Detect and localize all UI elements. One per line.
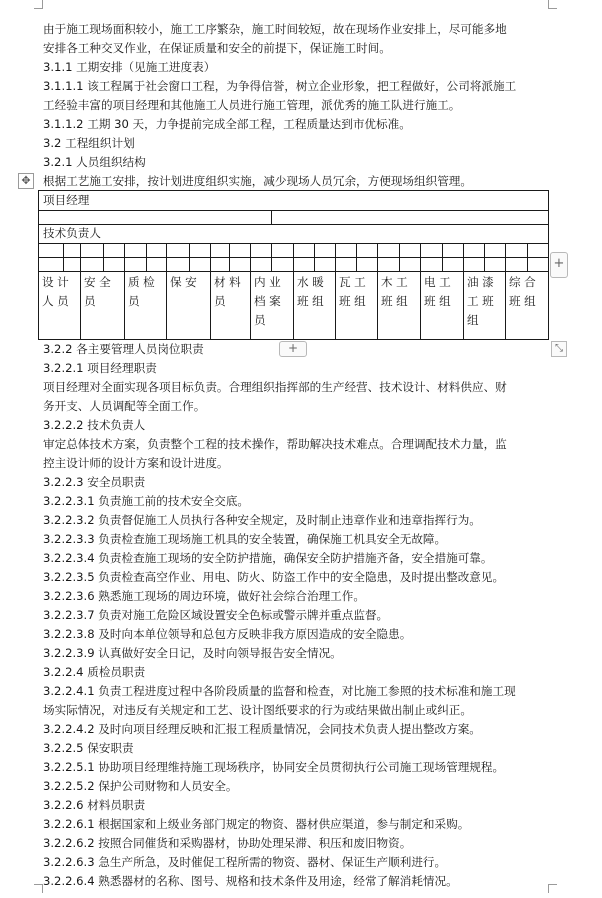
heading-3-2-2-2[interactable]: 3.2.2.2 技术负责人 <box>43 418 146 432</box>
table-cell-role[interactable]: 油漆工班组 <box>467 275 498 327</box>
paragraph-line[interactable]: 由于施工现场面积较小，施工工序繁杂，施工时间较短，故在现场作业安排上，尽可能多地 <box>43 22 507 36</box>
list-item[interactable]: 3.2.2.4.1 负责工程进度过程中各阶段质量的监督和检查，对比施工参照的技术标准和施工现 <box>43 684 516 698</box>
heading-3-2-2-6[interactable]: 3.2.2.6 材料员职责 <box>43 798 146 812</box>
paragraph-line[interactable]: 项目经理对全面实现各项目标负责。合理组织指挥部的生产经营、技术设计、材料供应、财 <box>43 380 507 394</box>
page-corner-mark <box>34 0 43 9</box>
org-structure-table[interactable] <box>38 190 549 340</box>
paragraph-line[interactable]: 根据工艺施工安排，按计划进度组织实施，减少现场人员冗余，方便现场组织管理。 <box>43 174 472 188</box>
list-item[interactable]: 3.2.2.5.2 保护公司财物和人员安全。 <box>43 779 238 793</box>
heading-3-2-1[interactable]: 3.2.1 人员组织结构 <box>43 155 146 169</box>
list-item[interactable]: 3.2.2.6.3 急生产所急，及时催促工程所需的物资、器材、保证生产顺利进行。 <box>43 855 447 869</box>
table-resize-handle-icon[interactable]: ⤡ <box>551 341 567 357</box>
table-cell-role[interactable]: 木工班组 <box>381 275 412 308</box>
list-item[interactable]: 3.2.2.6.2 按照合同催货和采购器材，协助处理呆滞、积压和废旧物资。 <box>43 836 412 850</box>
table-cell-role[interactable]: 设计人员 <box>42 275 73 308</box>
table-cell-technical-lead[interactable]: 技术负责人 <box>43 226 101 240</box>
table-cell-role[interactable]: 材料员 <box>214 275 245 308</box>
heading-3-2-2-3[interactable]: 3.2.2.3 安全员职责 <box>43 475 146 489</box>
table-cell-role[interactable]: 水暖班组 <box>297 275 328 308</box>
add-column-button[interactable]: + <box>550 252 568 278</box>
paragraph-line[interactable]: 务开支、人员调配等全面工作。 <box>43 399 206 413</box>
list-item[interactable]: 3.2.2.3.8 及时向本单位领导和总包方反映非我方原因造成的安全隐患。 <box>43 627 412 641</box>
table-cell-role[interactable]: 电工班组 <box>424 275 455 308</box>
add-row-button[interactable]: + <box>279 341 307 357</box>
table-cell-role[interactable]: 综合班组 <box>509 275 540 308</box>
list-item[interactable]: 3.2.2.3.9 认真做好安全日记，及时向领导报告安全情况。 <box>43 646 342 660</box>
table-cell-role[interactable]: 质检员 <box>128 275 159 308</box>
table-cell-role[interactable]: 保安 <box>170 275 201 289</box>
heading-3-2-2-4[interactable]: 3.2.2.4 质检员职责 <box>43 665 146 679</box>
list-item[interactable]: 3.2.2.3.2 负责督促施工人员执行各种安全规定，及时制止违章作业和违章指挥行为。 <box>43 513 481 527</box>
table-cell-role[interactable]: 内业档案员 <box>254 275 285 327</box>
table-cell-role[interactable]: 安全员 <box>84 275 115 308</box>
heading-3-2-2-5[interactable]: 3.2.2.5 保安职责 <box>43 741 134 755</box>
list-item[interactable]: 3.2.2.6.1 根据国家和上级业务部门规定的物资、器材供应渠道，参与制定和采购。 <box>43 817 470 831</box>
paragraph-line[interactable]: 场实际情况，对违反有关规定和工艺、设计图纸要求的行为或结果做出制止或纠正。 <box>43 703 472 717</box>
table-move-handle-icon[interactable]: ✥ <box>18 173 34 189</box>
paragraph-line[interactable]: 控主设计师的设计方案和设计进度。 <box>43 456 229 470</box>
list-item[interactable]: 3.2.2.3.1 负责施工前的技术安全交底。 <box>43 494 250 508</box>
list-item[interactable]: 3.2.2.3.6 熟悉施工现场的周边环境，做好社会综合治理工作。 <box>43 589 365 603</box>
list-item[interactable]: 3.2.2.5.1 协助项目经理维持施工现场秩序，协同安全员贯彻执行公司施工现场管理规程。 <box>43 760 505 774</box>
table-cell-project-manager[interactable]: 项目经理 <box>43 193 90 207</box>
table-cell-role[interactable]: 瓦工班组 <box>339 275 370 308</box>
page-corner-mark <box>548 884 557 893</box>
paragraph-line[interactable]: 工经验丰富的项目经理和其他施工人员进行施工管理，派优秀的施工队进行施工。 <box>43 98 461 112</box>
list-item[interactable]: 3.2.2.4.2 及时向项目经理反映和汇报工程质量情况，会同技术负责人提出整改方案。 <box>43 722 481 736</box>
list-item[interactable]: 3.2.2.3.3 负责检查施工现场施工机具的安全装置，确保施工机具安全无故障。 <box>43 532 447 546</box>
list-item[interactable]: 3.2.2.3.4 负责检查施工现场的安全防护措施，确保安全防护措施齐备，安全措施可靠。 <box>43 551 493 565</box>
page-corner-mark <box>34 884 43 893</box>
list-item[interactable]: 3.2.2.6.4 熟悉器材的名称、图号、规格和技术条件及用途，经常了解消耗情况。 <box>43 874 458 888</box>
list-item[interactable]: 3.2.2.3.7 负责对施工危险区域设置安全色标或警示牌并重点监督。 <box>43 608 389 622</box>
list-item[interactable]: 3.2.2.3.5 负责检查高空作业、用电、防火、防盗工作中的安全隐患，及时提出整改意见。 <box>43 570 505 584</box>
heading-3-2-2[interactable]: 3.2.2 各主要管理人员岗位职责 <box>43 342 204 356</box>
page-corner-mark <box>548 0 557 9</box>
paragraph-line[interactable]: 3.1.1.2 工期 30 天，力争提前完成全部工程，工程质量达到市优标准。 <box>43 117 411 131</box>
paragraph-line[interactable]: 审定总体技术方案，负责整个工程的技术操作，帮助解决技术难点。合理调配技术力量，监 <box>43 437 507 451</box>
heading-3-2-2-1[interactable]: 3.2.2.1 项目经理职责 <box>43 361 157 375</box>
paragraph-line[interactable]: 3.1.1.1 该工程属于社会窗口工程，为争得信誉，树立企业形象，把工程做好，公司将派施工 <box>43 79 517 93</box>
paragraph-line[interactable]: 安排各工种交叉作业，在保证质量和安全的前提下，保证施工时间。 <box>43 41 391 55</box>
heading-3-1-1[interactable]: 3.1.1 工期安排（见施工进度表） <box>43 60 216 74</box>
heading-3-2[interactable]: 3.2 工程组织计划 <box>43 136 135 150</box>
